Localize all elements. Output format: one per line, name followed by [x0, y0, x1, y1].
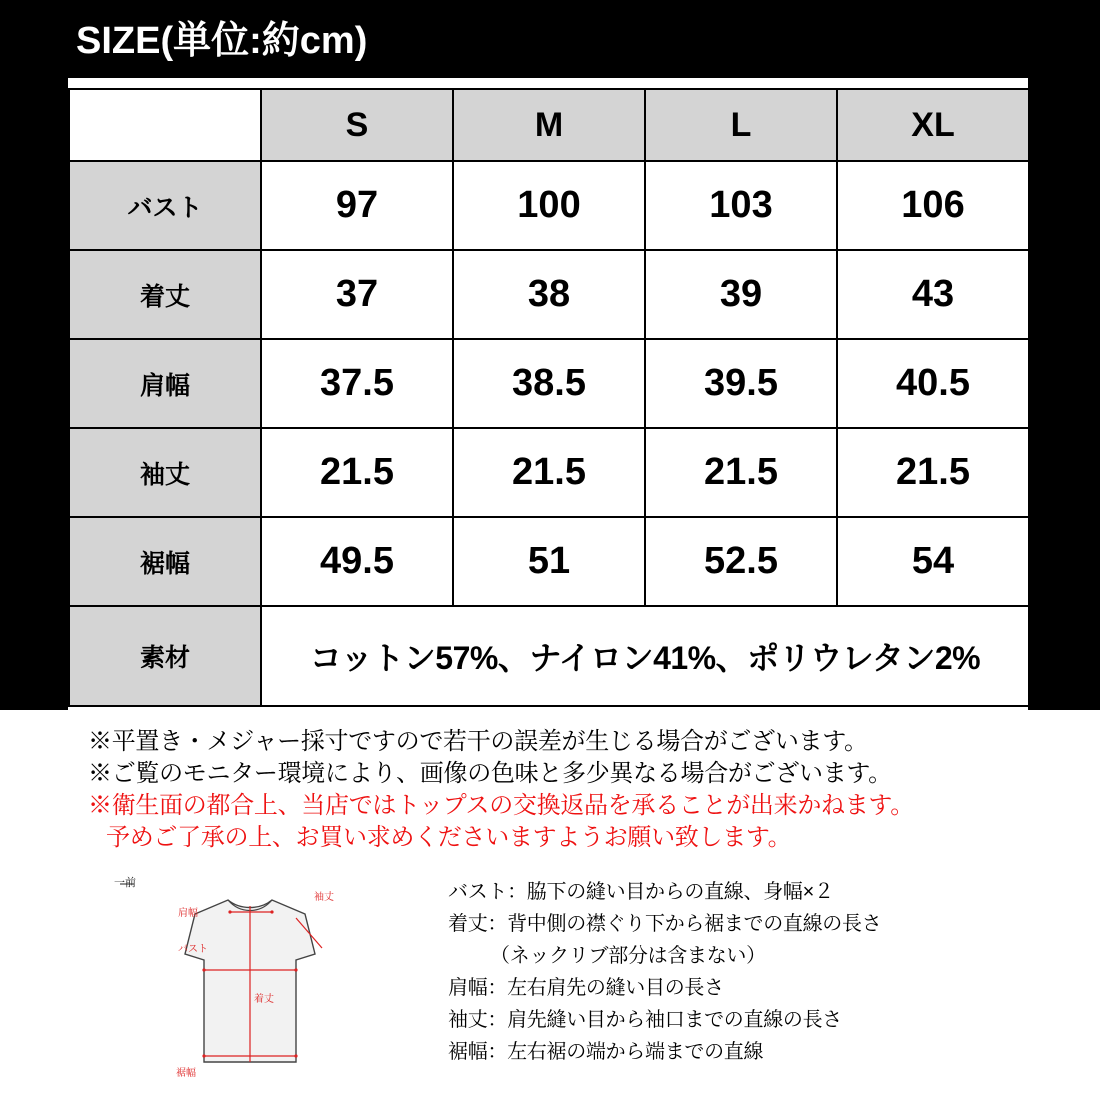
tshirt-measurement-diagram [100, 866, 430, 1091]
table-row [69, 161, 1029, 250]
right-black-bar [1028, 0, 1100, 710]
cell-bust-m: 100 [453, 161, 645, 250]
cell-bust-s: 97 [261, 161, 453, 250]
cell-sleeve-s: 21.5 [261, 428, 453, 517]
legend-row-length: 着丈：背中側の襟ぐり下から裾までの直線の長さ [448, 913, 882, 935]
tshirt-diagram-icon [100, 866, 430, 1091]
cell-hem-s: 49.5 [261, 517, 453, 606]
table-row [69, 250, 1029, 339]
cell-material-value: コットン57%、ナイロン41%、ポリウレタン2% [261, 606, 1029, 706]
row-label-sleeve: 袖丈 [69, 428, 261, 517]
row-label-material: 素材 [69, 606, 261, 706]
page-title: SIZE(単位:約cm) [76, 20, 368, 62]
cell-sleeve-l: 21.5 [645, 428, 837, 517]
row-label-bust: バスト [69, 161, 261, 250]
cell-shoulder-xl: 40.5 [837, 339, 1029, 428]
cell-hem-l: 52.5 [645, 517, 837, 606]
diagram-label-bust: バスト [178, 944, 208, 955]
cell-length-s: 37 [261, 250, 453, 339]
left-black-bar [0, 0, 68, 710]
cell-length-xl: 43 [837, 250, 1029, 339]
legend-row-hem: 裾幅：左右裾の端から端までの直線 [448, 1041, 764, 1063]
column-header-s: S [261, 89, 453, 161]
cell-sleeve-m: 21.5 [453, 428, 645, 517]
note-line-1: ※平置き・メジャー採寸ですので若干の誤差が生じる場合がございます。 [88, 728, 868, 755]
cell-shoulder-s: 37.5 [261, 339, 453, 428]
row-label-length: 着丈 [69, 250, 261, 339]
diagram-front-label: 一前 [114, 877, 136, 889]
table-row-material [69, 606, 1029, 706]
column-header-xl: XL [837, 89, 1029, 161]
table-corner-cell [69, 89, 261, 161]
table-row [69, 428, 1029, 517]
cell-shoulder-l: 39.5 [645, 339, 837, 428]
legend-row-length-note: （ネックリブ部分は含まない） [490, 945, 766, 967]
diagram-label-length: 着丈 [254, 994, 274, 1005]
cell-shoulder-m: 38.5 [453, 339, 645, 428]
cell-length-m: 38 [453, 250, 645, 339]
table-row [69, 517, 1029, 606]
cell-length-l: 39 [645, 250, 837, 339]
notes-block [88, 726, 1028, 854]
row-label-hem: 裾幅 [69, 517, 261, 606]
column-header-m: M [453, 89, 645, 161]
diagram-label-sleeve: 袖丈 [314, 892, 334, 903]
row-label-shoulder: 肩幅 [69, 339, 261, 428]
cell-bust-xl: 106 [837, 161, 1029, 250]
legend-row-sleeve: 袖丈：肩先縫い目から袖口までの直線の長さ [448, 1009, 842, 1031]
cell-sleeve-xl: 21.5 [837, 428, 1029, 517]
cell-bust-l: 103 [645, 161, 837, 250]
cell-hem-m: 51 [453, 517, 645, 606]
legend-row-shoulder: 肩幅：左右肩先の縫い目の長さ [448, 977, 724, 999]
column-header-l: L [645, 89, 837, 161]
note-line-3: ※衛生面の都合上、当店ではトップスの交換返品を承ることが出来かねます。 [88, 792, 914, 819]
size-table [68, 88, 1030, 707]
diagram-label-hem: 裾幅 [176, 1068, 196, 1079]
note-line-4: 予めご了承の上、お買い求めくださいますようお願い致します。 [106, 824, 792, 851]
table-header-row [69, 89, 1029, 161]
table-row [69, 339, 1029, 428]
measurement-legend [448, 876, 1058, 1068]
diagram-label-shoulder: 肩幅 [178, 908, 198, 919]
legend-row-bust: バスト：脇下の縫い目からの直線、身幅×２ [448, 881, 834, 903]
note-line-2: ※ご覧のモニター環境により、画像の色味と多少異なる場合がございます。 [88, 760, 892, 787]
cell-hem-xl: 54 [837, 517, 1029, 606]
